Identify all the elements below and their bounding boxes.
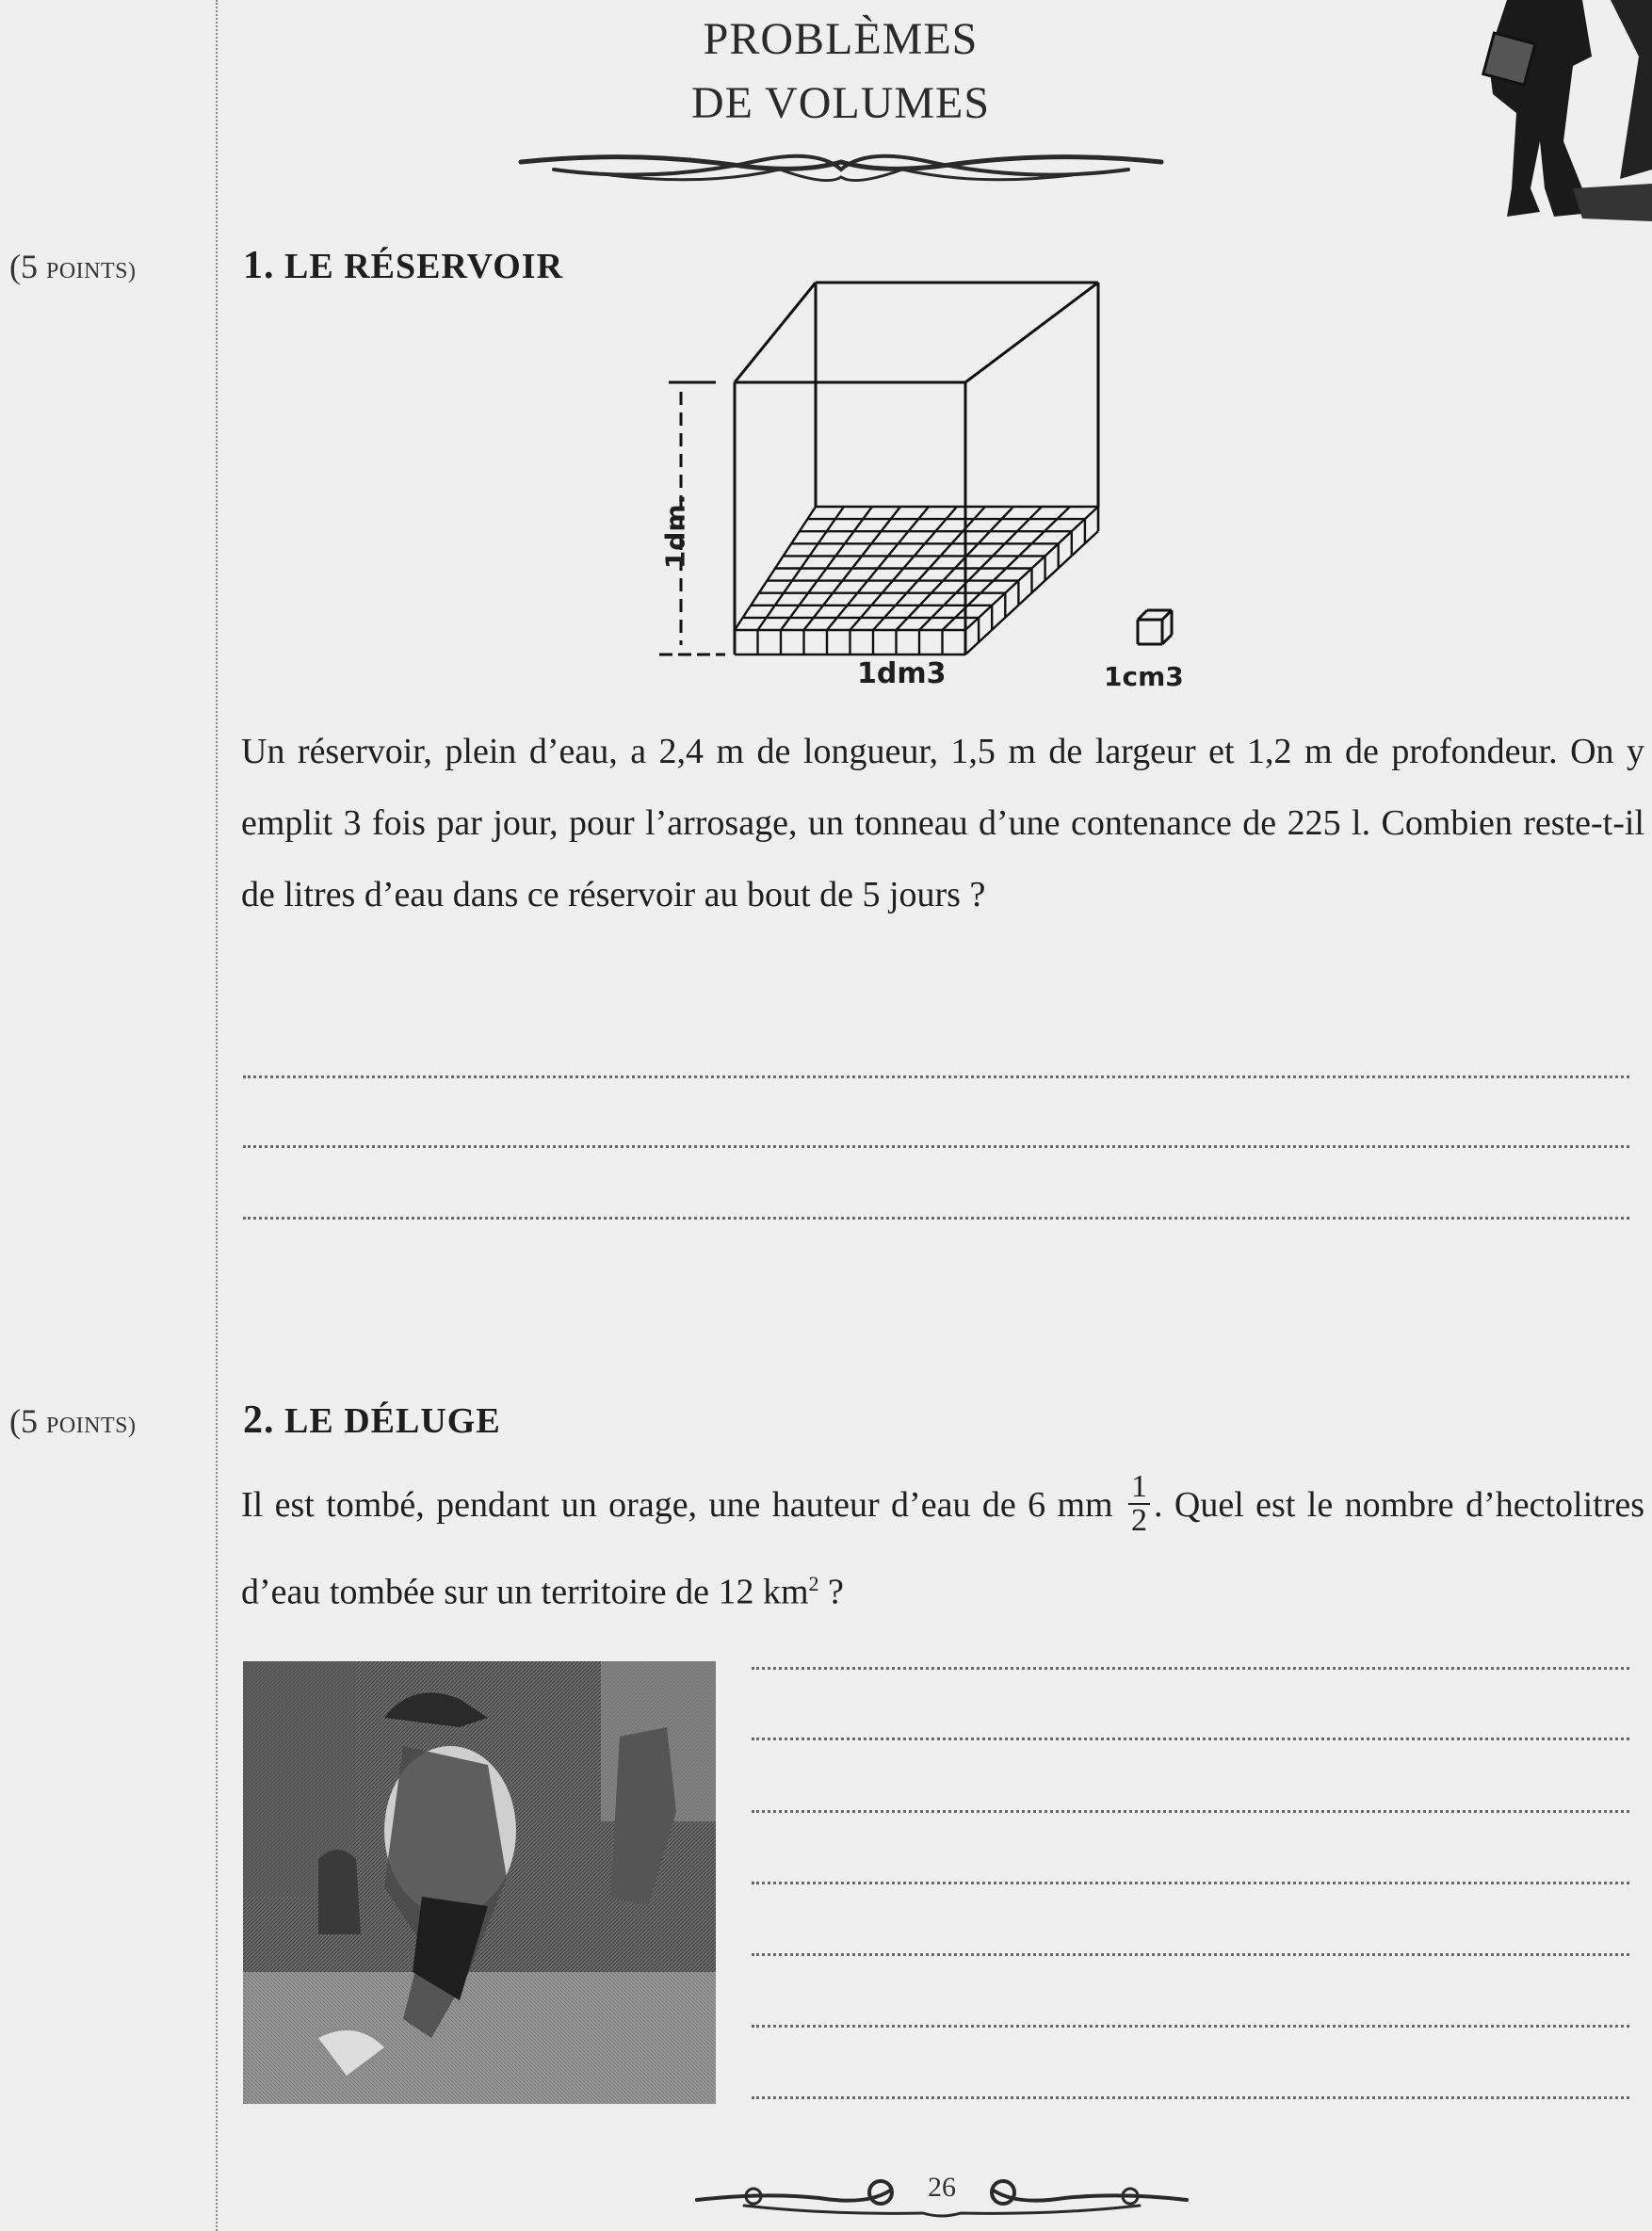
text-before-fraction: Il est tombé, pendant un orage, une hauteur d’eau de 6 mm (241, 1485, 1113, 1525)
cube-edge (965, 283, 1098, 382)
unit-cube-label: 1cm3 (1104, 661, 1184, 692)
page-title (565, 8, 1116, 136)
text-end: ? (818, 1572, 844, 1612)
answer-line[interactable] (752, 2025, 1629, 2028)
exercise-2-points (9, 1401, 137, 1441)
text-after-fraction: . Quel est le nombre d’hectolitres d’eau tombée sur un territoire de 12 km (241, 1485, 1644, 1612)
points-label: POINTS) (46, 259, 137, 283)
exercise-number: 1. (243, 244, 275, 287)
cube-volume-diagram (640, 264, 1224, 716)
height-label: 1dm. (659, 493, 691, 570)
volume-label: 1dm3 (857, 657, 947, 690)
answer-line[interactable] (752, 2096, 1629, 2099)
fraction-one-half (1128, 1471, 1150, 1537)
margin-rule (216, 0, 218, 2231)
deluge-engraving-illustration (243, 1661, 716, 2104)
superscript-squared: 2 (808, 1572, 819, 1595)
cube-edge (735, 283, 816, 382)
page-number: 26 (928, 2172, 956, 2203)
exercise-number: 2. (243, 1398, 275, 1442)
corner-engraving-illustration (1450, 0, 1652, 226)
points-label: POINTS) (46, 1414, 137, 1438)
exercise-1-title (243, 243, 563, 288)
exercise-1-points (9, 247, 137, 286)
title-flourish-ornament (516, 141, 1166, 188)
answer-line[interactable] (243, 1217, 1629, 1220)
fraction-denominator: 2 (1131, 1503, 1148, 1539)
title-line-2: DE VOLUMES (690, 78, 991, 128)
answer-line[interactable] (752, 1667, 1629, 1670)
answer-line[interactable] (752, 1953, 1629, 1956)
points-value: (5 (9, 248, 38, 285)
exercise-2-title (243, 1398, 501, 1443)
answer-line[interactable] (752, 1882, 1629, 1884)
exercise-1-text: Un réservoir, plein d’eau, a 2,4 m de longueur, 1,5 m de largeur et 1,2 m de profondeur. On y emplit 3 fois par jour, pour l’arrosage, un tonneau d’une contenance de 225 l. Combien reste-t-il de litres d’eau dans ce réservoir au bout de 5 jours ? (241, 732, 1644, 914)
exercise-title-text: LE DÉLUGE (284, 1401, 501, 1441)
title-line-1: PROBLÈMES (703, 14, 979, 64)
points-value: (5 (9, 1402, 38, 1440)
cube-drawing (640, 264, 1224, 716)
fraction-numerator: 1 (1128, 1471, 1150, 1505)
exercise-2-text (241, 1465, 1644, 1632)
answer-line[interactable] (752, 1810, 1629, 1813)
answer-line[interactable] (243, 1075, 1629, 1078)
exercise-title-text: LE RÉSERVOIR (284, 247, 564, 286)
answer-line[interactable] (752, 1738, 1629, 1740)
answer-line[interactable] (243, 1145, 1629, 1148)
